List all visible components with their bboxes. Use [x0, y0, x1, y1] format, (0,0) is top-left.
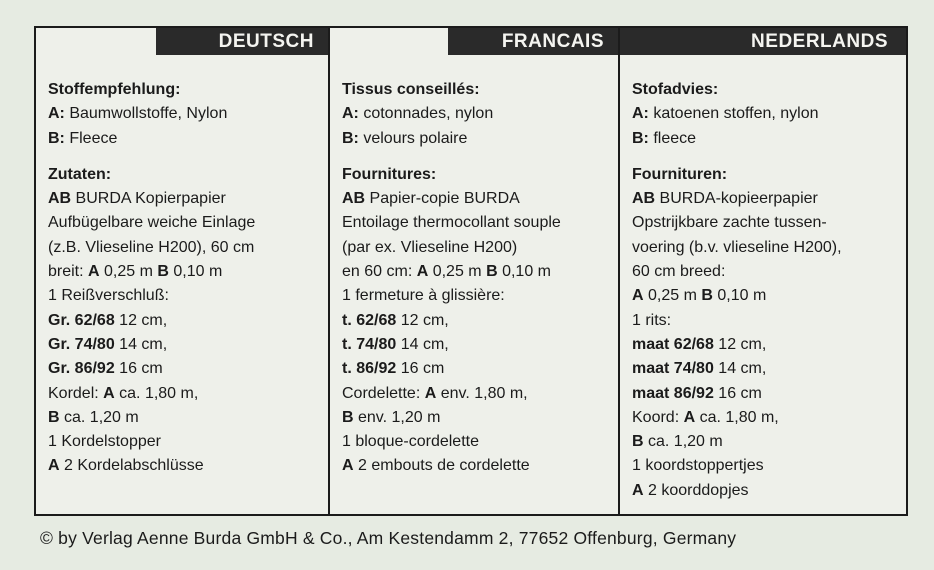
- text-line: [342, 102, 614, 126]
- text: 12 cm,: [114, 311, 168, 329]
- column-body-deutsch: [48, 78, 324, 479]
- column-francais: [328, 28, 618, 514]
- bold-text: A: [88, 263, 100, 281]
- text: 0,25 m: [428, 263, 487, 281]
- text: fleece: [648, 129, 697, 147]
- bold-text: B: [157, 263, 169, 281]
- bold-text: A: [683, 408, 696, 426]
- text-line: [342, 236, 614, 260]
- text-line: [342, 260, 614, 284]
- section-heading: [632, 78, 902, 102]
- text-line: [342, 187, 614, 211]
- section-gap: [632, 151, 902, 163]
- text-line: [342, 333, 614, 357]
- text: ca. 1,80 m,: [114, 384, 199, 402]
- text-line: [342, 211, 614, 235]
- bold-text: B: [486, 263, 498, 281]
- text: 12 cm,: [396, 311, 449, 329]
- text-line: [342, 454, 614, 478]
- text: Aufbügelbare weiche Einlage: [48, 214, 256, 232]
- text-line: [342, 309, 614, 333]
- bold-text: A: [424, 384, 437, 402]
- text: 0,10 m: [497, 263, 551, 281]
- section-heading: [48, 163, 324, 187]
- text-line: [342, 382, 614, 406]
- bold-text: A: [632, 481, 644, 499]
- text: ca. 1,20 m: [59, 408, 139, 426]
- section-heading: [48, 78, 324, 102]
- text-line: [632, 127, 902, 151]
- text: Entoilage thermocollant souple: [342, 214, 561, 232]
- text: env. 1,20 m: [353, 408, 441, 426]
- text-line: [48, 333, 324, 357]
- text: 0,10 m: [712, 287, 767, 305]
- text-line: [48, 454, 324, 478]
- text-line: [632, 260, 902, 284]
- bold-text: maat 86/92: [632, 384, 714, 402]
- text-line: [48, 127, 324, 151]
- text: 2 Kordelabschlüsse: [59, 457, 204, 475]
- section-heading: [342, 78, 614, 102]
- bold-text: Stoffempfehlung:: [48, 81, 181, 98]
- text: cotonnades, nylon: [358, 105, 494, 123]
- text: env. 1,80 m,: [436, 384, 528, 402]
- column-header-deutsch: DEUTSCH: [156, 28, 328, 55]
- text: 1 koordstoppertjes: [632, 457, 764, 475]
- text-line: [48, 187, 324, 211]
- column-deutsch: [36, 28, 328, 514]
- text: velours polaire: [358, 129, 468, 147]
- copyright-footer: © by Verlag Aenne Burda GmbH & Co., Am Kestendamm 2, 77652 Offenburg, Germany: [40, 528, 737, 548]
- column-nederlands: [618, 28, 906, 514]
- text: en 60 cm:: [342, 263, 417, 281]
- section-gap: [48, 151, 324, 163]
- text-line: [48, 309, 324, 333]
- text-line: [632, 430, 902, 454]
- bold-text: Gr. 62/68: [48, 311, 115, 329]
- text: ca. 1,80 m,: [695, 408, 779, 426]
- bold-text: AB: [632, 190, 656, 208]
- bold-text: t. 86/92: [342, 360, 397, 378]
- text-line: [48, 406, 324, 430]
- bold-text: maat 62/68: [632, 335, 714, 353]
- text: 0,25 m: [99, 263, 158, 281]
- bold-text: t. 62/68: [342, 311, 397, 329]
- text-line: [632, 357, 902, 381]
- text-line: [342, 406, 614, 430]
- text-line: [48, 211, 324, 235]
- text: BURDA Kopierpapier: [71, 190, 226, 208]
- column-header-nederlands: NEDERLANDS: [620, 28, 906, 55]
- text-line: [632, 236, 902, 260]
- bold-text: A:: [632, 105, 649, 123]
- text: 2 koorddopjes: [643, 481, 749, 499]
- text: Baumwollstoffe, Nylon: [64, 105, 228, 123]
- bold-text: A: [342, 457, 354, 475]
- materials-table: [34, 26, 908, 516]
- text: Fleece: [64, 129, 118, 147]
- text: 1 bloque-cordelette: [342, 433, 479, 451]
- column-header-francais: FRANCAIS: [448, 28, 618, 55]
- text: 12 cm,: [713, 335, 767, 353]
- text: (par ex. Vlieseline H200): [342, 238, 518, 256]
- text: (z.B. Vlieseline H200), 60 cm: [48, 238, 255, 256]
- text: Koord:: [632, 408, 684, 426]
- bold-text: Fournituren:: [632, 165, 728, 183]
- text: BURDA-kopieerpapier: [655, 190, 818, 208]
- bold-text: A: [103, 384, 115, 402]
- text: 0,10 m: [168, 263, 223, 281]
- text: 1 fermeture à glissière:: [342, 287, 505, 305]
- text-line: [342, 127, 614, 151]
- bold-text: Gr. 86/92: [48, 360, 115, 378]
- text-line: [632, 333, 902, 357]
- text: 0,25 m: [643, 287, 702, 305]
- section-heading: [342, 163, 614, 187]
- text: voering (b.v. vlieseline H200),: [632, 238, 842, 256]
- bold-text: Tissus conseillés:: [342, 81, 480, 98]
- text-line: [632, 284, 902, 308]
- text-line: [632, 102, 902, 126]
- text: Cordelette:: [342, 384, 425, 402]
- bold-text: B: [701, 287, 713, 305]
- bold-text: B: [342, 408, 354, 426]
- bold-text: Zutaten:: [48, 165, 112, 183]
- text-line: [48, 284, 324, 308]
- bold-text: A: [632, 287, 644, 305]
- text-line: [632, 479, 902, 503]
- text-line: [632, 406, 902, 430]
- text-line: [48, 357, 324, 381]
- text-line: [48, 102, 324, 126]
- text: 2 embouts de cordelette: [353, 457, 530, 475]
- section-gap: [342, 151, 614, 163]
- text: 16 cm: [713, 384, 762, 402]
- text: Papier-copie BURDA: [365, 190, 520, 208]
- column-body-nederlands: [632, 78, 902, 503]
- bold-text: B: [48, 408, 60, 426]
- text: 1 rits:: [632, 311, 672, 329]
- bold-text: AB: [48, 190, 72, 208]
- column-body-francais: [342, 78, 614, 479]
- text-line: [632, 211, 902, 235]
- bold-text: A:: [342, 105, 359, 123]
- text-line: [342, 430, 614, 454]
- text: 14 cm,: [396, 335, 449, 353]
- text-line: [632, 382, 902, 406]
- text: 16 cm: [114, 360, 163, 378]
- text: breit:: [48, 263, 89, 281]
- text-line: [48, 236, 324, 260]
- bold-text: A: [416, 263, 429, 281]
- bold-text: B:: [342, 129, 359, 147]
- text: 14 cm,: [114, 335, 168, 353]
- text-line: [632, 187, 902, 211]
- bold-text: t. 74/80: [342, 335, 397, 353]
- text-line: [48, 260, 324, 284]
- bold-text: B: [632, 433, 644, 451]
- bold-text: A: [48, 457, 60, 475]
- text: 1 Reißverschluß:: [48, 287, 169, 305]
- text: ca. 1,20 m: [643, 433, 723, 451]
- text-line: [342, 357, 614, 381]
- bold-text: Fournitures:: [342, 165, 437, 183]
- text: 60 cm breed:: [632, 263, 726, 281]
- bold-text: B:: [48, 129, 65, 147]
- text: 1 Kordelstopper: [48, 433, 161, 451]
- text-line: [632, 309, 902, 333]
- bold-text: maat 74/80: [632, 360, 714, 378]
- bold-text: AB: [342, 190, 366, 208]
- text: katoenen stoffen, nylon: [648, 105, 819, 123]
- text: Kordel:: [48, 384, 104, 402]
- text-line: [48, 430, 324, 454]
- text-line: [632, 454, 902, 478]
- text: 16 cm: [396, 360, 445, 378]
- text-line: [342, 284, 614, 308]
- text-line: [48, 382, 324, 406]
- section-heading: [632, 163, 902, 187]
- bold-text: B:: [632, 129, 649, 147]
- bold-text: Gr. 74/80: [48, 335, 115, 353]
- text: 14 cm,: [713, 360, 767, 378]
- bold-text: A:: [48, 105, 65, 123]
- bold-text: Stofadvies:: [632, 81, 719, 98]
- text: Opstrijkbare zachte tussen-: [632, 214, 827, 232]
